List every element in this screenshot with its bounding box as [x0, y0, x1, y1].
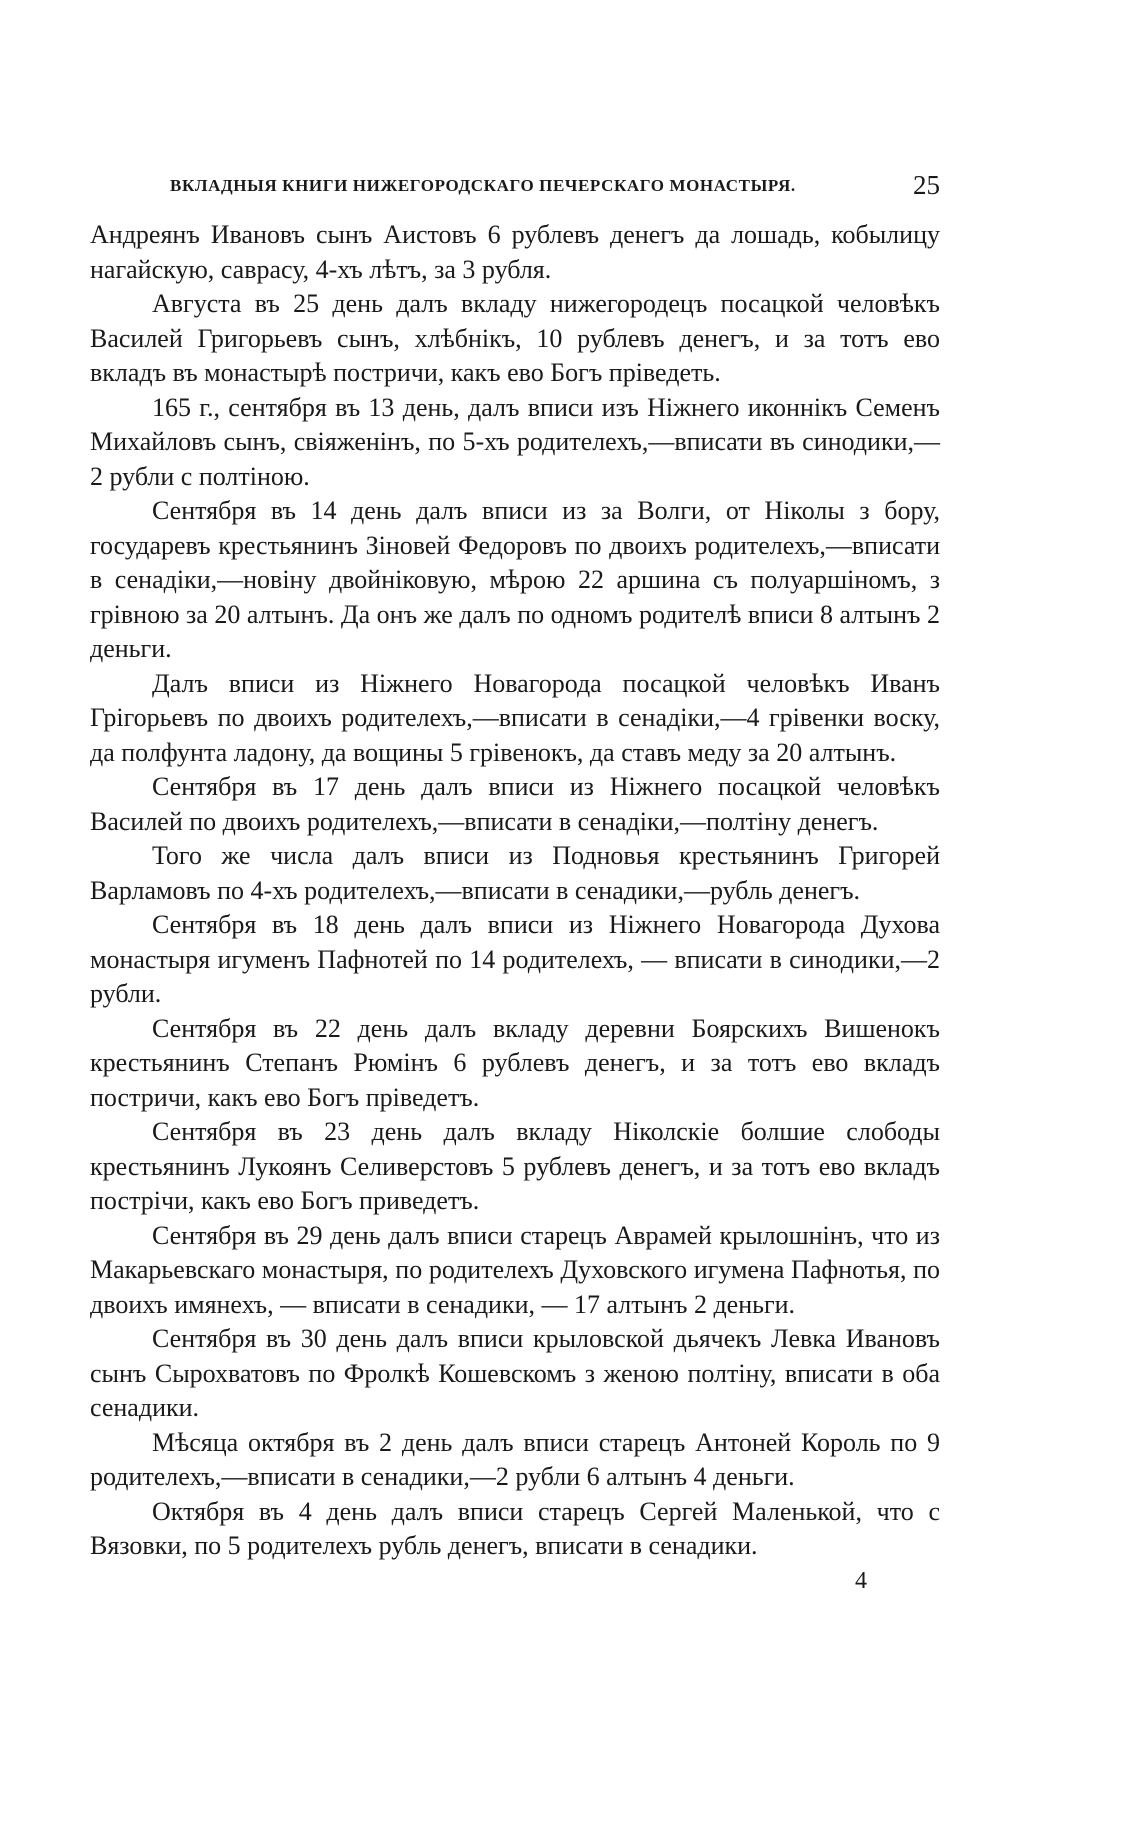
- body-text: [90, 218, 940, 1564]
- paragraph-10: Сентября въ 23 день далъ вкладу Ніколскіе болшие слободы крестьянинъ Лукоянъ Селиверстовъ 5 рублевъ денегъ, и за тотъ ево вкладъ пострічи, какъ ево Богъ приведетъ.: [90, 1117, 940, 1215]
- paragraph-7: Того же числа далъ вписи из Подновья крестьянинъ Григорей Варламовъ по 4-хъ родителехъ,—вписати в сенадики,—рубль денегъ.: [90, 841, 940, 905]
- paragraph-11: Сентября въ 29 день далъ вписи старецъ Аврамей крылошнінъ, что из Макарьевскаго монастыря, по родителехъ Духовского игумена Пафнотья, по двоихъ имянехъ, — вписати в сенадики, — 17 алтынъ 2 деньги.: [90, 1220, 940, 1319]
- running-title: ВКЛАДНЫЯ КНИГИ НИЖЕГОРОДСКАГО ПЕЧЕРСКАГО МОНАСТЫРЯ.: [170, 176, 796, 195]
- signature-mark: 4: [855, 1568, 867, 1594]
- paragraph-13: Мѣсяца октября въ 2 день далъ вписи старецъ Антоней Король по 9 родителехъ,—вписати в сенадики,—2 рубли 6 алтынъ 4 деньги.: [90, 1427, 940, 1491]
- paragraph-12: Сентября въ 30 день далъ вписи крыловской дьячекъ Левка Ивановъ сынъ Сырохватовъ по Фролкѣ Кошевскомъ з женою полтіну, вписати в оба сенадики.: [90, 1324, 940, 1422]
- paragraph-9: Сентября въ 22 день далъ вкладу деревни Боярскихъ Вишенокъ крестьянинъ Степанъ Рюмінъ 6 рублевъ денегъ, и за тотъ ево вкладъ постричи, какъ ево Богъ пріведетъ.: [90, 1013, 940, 1112]
- paragraph-14: Октября въ 4 день далъ вписи старецъ Сергей Маленькой, что с Вязовки, по 5 родителехъ рубль денегъ, вписати в сенадики.: [90, 1496, 940, 1560]
- paragraph-8: Сентября въ 18 день далъ вписи из Ніжнего Новагорода Духова монастыря игуменъ Пафнотей по 14 родителехъ, — вписати в синодики,—2 рубли.: [90, 910, 940, 1008]
- paragraph-1: Андреянъ Ивановъ сынъ Аистовъ 6 рублевъ денегъ да лошадь, кобылицу нагайскую, саврасу, 4-хъ лѣтъ, за 3 рубля.: [90, 220, 940, 284]
- paragraph-4: Сентября въ 14 день далъ вписи из за Волги, от Ніколы з бору, государевъ крестьянинъ Зіновей Федоровъ по двоихъ родителехъ,—вписати в сенадіки,—новіну двойніковую, мѣрою 22 аршина съ полуаршіномъ, з грівною за 20 алтынъ. Да онъ же далъ по одномъ родителѣ вписи 8 алтынъ 2 деньги.: [90, 496, 940, 663]
- paragraph-2: Августа въ 25 день далъ вкладу нижегородецъ посацкой человѣкъ Василей Григорьевъ сынъ, хлѣбнікъ, 10 рублевъ денегъ, и за тотъ ево вкладъ въ монастырѣ постричи, какъ ево Богъ пріведеть.: [90, 289, 940, 387]
- paragraph-5: Далъ вписи из Ніжнего Новагорода посацкой человѣкъ Иванъ Грігорьевъ по двоихъ родителехъ,—вписати в сенадіки,—4 грівенки воску, да полфунта ладону, да вощины 5 грівенокъ, да ставъ меду за 20 алтынъ.: [90, 668, 940, 767]
- running-head: [170, 170, 940, 210]
- page-number: 25: [913, 170, 940, 200]
- paragraph-6: Сентября въ 17 день далъ вписи из Ніжнего посацкой человѣкъ Василей по двоихъ родителехъ,—вписати в сенадіки,—полтіну денегъ.: [90, 772, 940, 836]
- paragraph-3: 165 г., сентября въ 13 день, далъ вписи изъ Ніжнего иконнікъ Семенъ Михайловъ сынъ, свіяженінъ, по 5-хъ родителехъ,—вписати въ синодики,—2 рубли с полтіною.: [90, 392, 940, 491]
